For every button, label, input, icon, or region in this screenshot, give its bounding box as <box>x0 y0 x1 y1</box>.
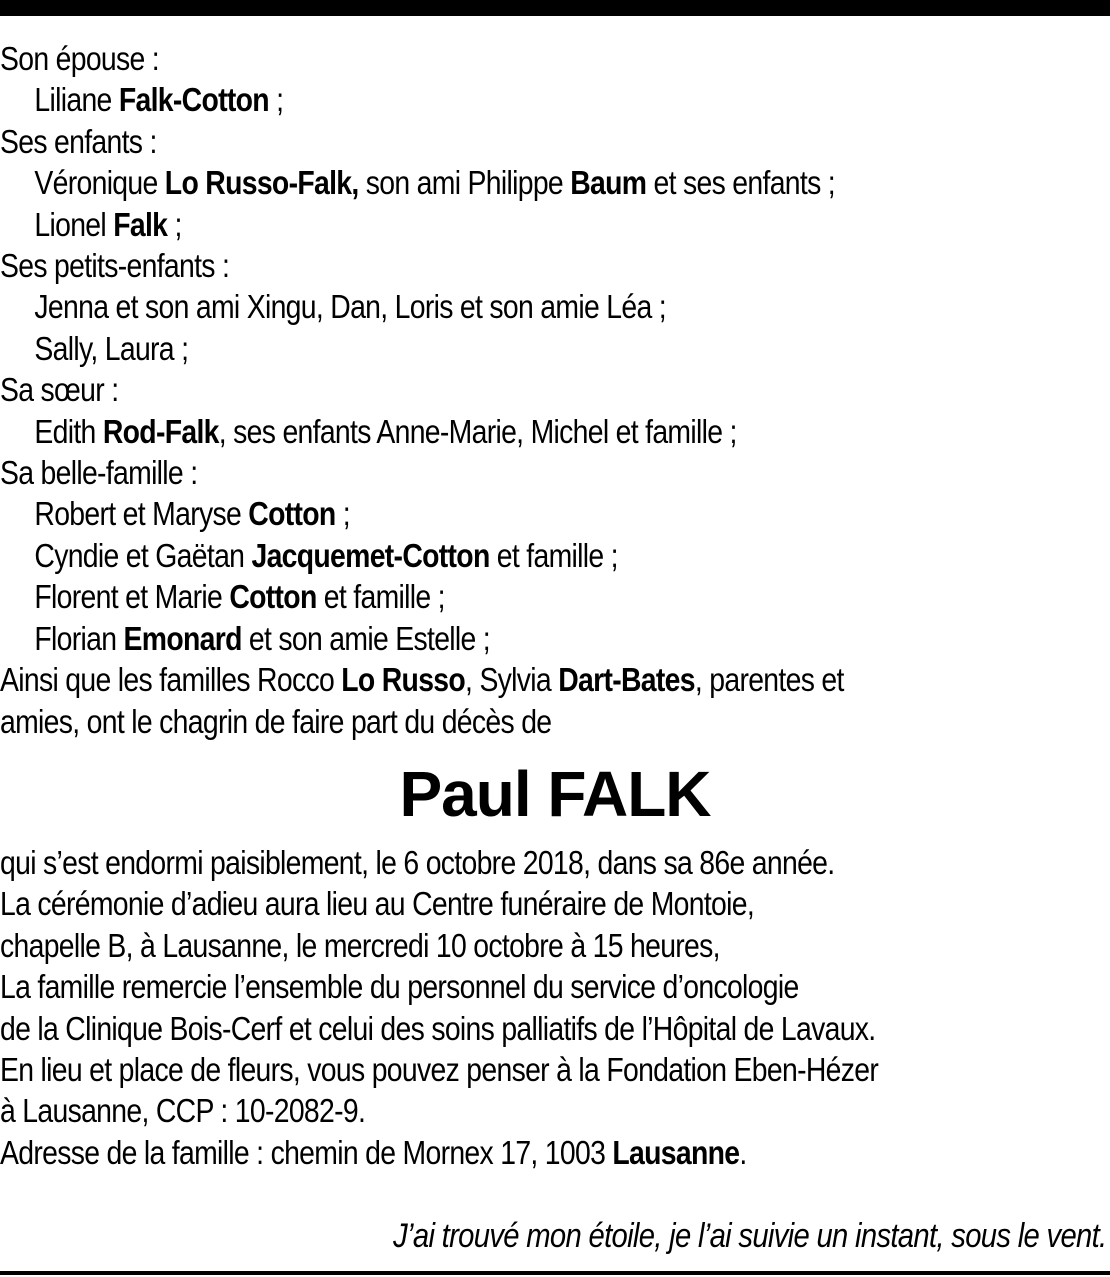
details-line-1: qui s’est endormi paisiblement, le 6 octobre 2018, dans sa 86e année. <box>0 844 835 881</box>
details-line-3: chapelle B, à Lausanne, le mercredi 10 octobre à 15 heures, <box>0 926 720 964</box>
details-line-5: de la Clinique Bois-Cerf et celui des soins palliatifs de l’Hôpital de Lavaux. <box>0 1009 876 1047</box>
inlaw-line-3: Florent et Marie Cotton et famille ; <box>34 578 445 616</box>
grandchildren-line-1: Jenna et son ami Xingu, Dan, Loris et son amie Léa ; <box>34 288 666 326</box>
spouse-heading: Son épouse : <box>0 40 160 77</box>
grandchildren-line-2: Sally, Laura ; <box>34 329 189 367</box>
child-line-1: Véronique Lo Russo-Falk, son ami Philippe Baum et ses enfants ; <box>34 164 835 202</box>
spouse-line: Liliane Falk-Cotton ; <box>34 81 284 119</box>
address-line: Adresse de la famille : chemin de Mornex 17, 1003 Lausanne. <box>0 1133 747 1171</box>
others-line-1: Ainsi que les familles Rocco Lo Russo, Sylvia Dart-Bates, parentes et <box>0 661 844 699</box>
child-line-2: Lionel Falk ; <box>34 205 182 243</box>
deceased-name: Paul FALK <box>399 758 711 830</box>
sister-line: Edith Rod-Falk, ses enfants Anne-Marie, Michel et famille ; <box>34 412 737 450</box>
family-list <box>0 38 955 742</box>
top-rule <box>0 0 1110 16</box>
inlaws-heading: Sa belle-famille : <box>0 454 198 492</box>
details-line-2: La cérémonie d’adieu aura lieu au Centre funéraire de Montoie, <box>0 885 755 923</box>
closing-quote: J’ai trouvé mon étoile, je l’ai suivie un instant, sous le vent. <box>392 1217 1106 1255</box>
inlaw-line-1: Robert et Maryse Cotton ; <box>34 495 350 533</box>
details-line-6: En lieu et place de fleurs, vous pouvez penser à la Fondation Eben-Hézer <box>0 1051 879 1089</box>
inlaw-line-4: Florian Emonard et son amie Estelle ; <box>34 619 491 657</box>
others-line-2: amies, ont le chagrin de faire part du décès de <box>0 702 552 740</box>
grandchildren-heading: Ses petits-enfants : <box>0 247 230 285</box>
sister-heading: Sa sœur : <box>0 371 119 409</box>
bottom-rule <box>0 1271 1110 1275</box>
children-heading: Ses enfants : <box>0 122 157 160</box>
details-line-4: La famille remercie l’ensemble du personnel du service d’oncologie <box>0 968 799 1006</box>
details-line-7: à Lausanne, CCP : 10-2082-9. <box>0 1092 366 1130</box>
ceremony-details <box>0 842 955 1173</box>
inlaw-line-2: Cyndie et Gaëtan Jacquemet-Cotton et famille ; <box>34 536 618 574</box>
